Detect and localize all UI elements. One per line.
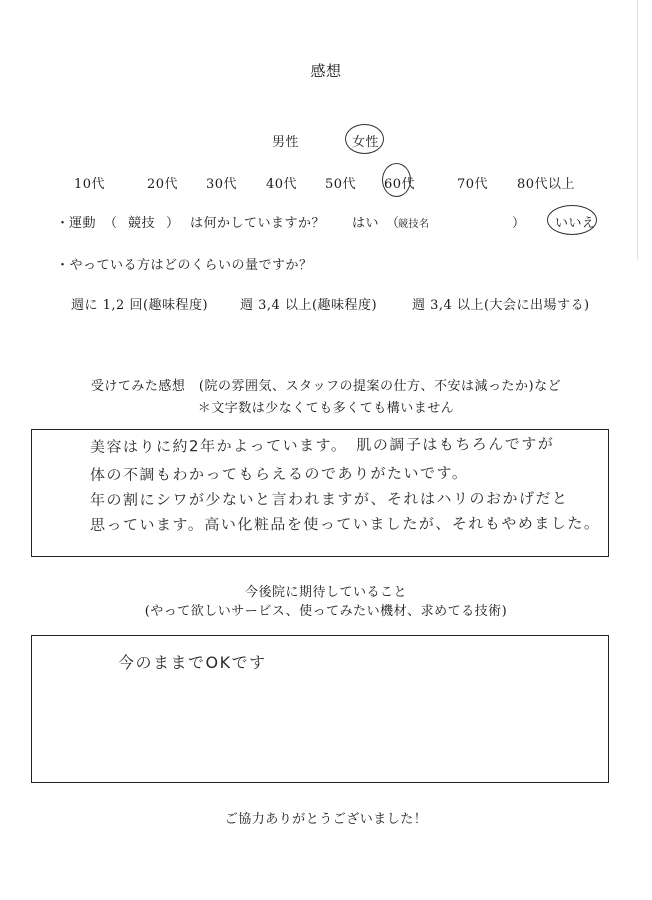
expect-answer: 今のままでOKです bbox=[118, 653, 267, 672]
sport-label: 競技 bbox=[128, 216, 156, 231]
exercise-yes[interactable]: はい bbox=[352, 216, 380, 231]
page-title: 感想 bbox=[310, 62, 342, 80]
age-option-60s[interactable]: 60代 bbox=[384, 177, 416, 192]
impression-line-3: 年の割にシワが少ないと言われますが、それはハリのおかげだと bbox=[89, 489, 569, 509]
amount-option-3[interactable]: 週 3,4 以上(大会に出場する) bbox=[412, 298, 590, 313]
impression-note: ＊文字数は少なくても多くても構いません bbox=[197, 401, 455, 416]
age-option-20s[interactable]: 20代 bbox=[147, 177, 179, 192]
impression-line-1: 美容はりに約2年かよっています。 肌の調子はもちろんですが bbox=[89, 434, 555, 456]
age-option-40s[interactable]: 40代 bbox=[266, 177, 298, 192]
gender-male[interactable]: 男性 bbox=[272, 135, 300, 150]
exercise-question-text: は何かしていますか？ bbox=[190, 216, 326, 231]
age-option-10s[interactable]: 10代 bbox=[74, 177, 106, 192]
exercise-no[interactable]: いいえ bbox=[555, 216, 596, 231]
amount-question: ・やっている方はどのくらいの量ですか？ bbox=[56, 258, 313, 273]
exercise-selected-circle bbox=[547, 205, 597, 235]
expect-answer-box[interactable] bbox=[31, 635, 609, 783]
age-option-50s[interactable]: 50代 bbox=[325, 177, 357, 192]
yes-paren-close: ） bbox=[512, 216, 526, 231]
age-option-80s-plus[interactable]: 80代以上 bbox=[517, 177, 576, 192]
sport-paren-close: ） bbox=[166, 216, 180, 231]
amount-option-1[interactable]: 週に 1,2 回(趣味程度) bbox=[71, 298, 209, 313]
impression-heading: 受けてみた感想 (院の雰囲気、スタッフの提案の仕方、不安は減ったか)など bbox=[90, 379, 562, 394]
age-option-30s[interactable]: 30代 bbox=[206, 177, 238, 192]
sport-paren-open: （ bbox=[104, 216, 118, 231]
impression-line-2: 体の不調もわかってもらえるのでありがたいです。 bbox=[89, 464, 469, 484]
yes-paren-open: （ bbox=[386, 216, 400, 231]
gender-selected-circle bbox=[345, 124, 384, 154]
expect-heading: 今後院に期待していること bbox=[244, 585, 407, 600]
sport-name-hint: 競技名 bbox=[398, 219, 430, 230]
exercise-bullet: ・ bbox=[56, 216, 70, 231]
amount-option-2[interactable]: 週 3,4 以上(趣味程度) bbox=[240, 298, 378, 313]
scan-edge-line bbox=[637, 0, 638, 260]
impression-answer-box[interactable] bbox=[31, 429, 609, 557]
expect-subheading: (やって欲しいサービス、使ってみたい機材、求めてる技術) bbox=[144, 604, 508, 619]
age-option-70s[interactable]: 70代 bbox=[457, 177, 489, 192]
exercise-label: 運動 bbox=[69, 216, 97, 231]
impression-line-4: 思っています。高い化粧品を使っていましたが、それもやめました。 bbox=[89, 514, 601, 534]
age-selected-circle bbox=[382, 163, 411, 197]
gender-female[interactable]: 女性 bbox=[352, 135, 380, 150]
thanks-message: ご協力ありがとうございました！ bbox=[224, 812, 428, 827]
